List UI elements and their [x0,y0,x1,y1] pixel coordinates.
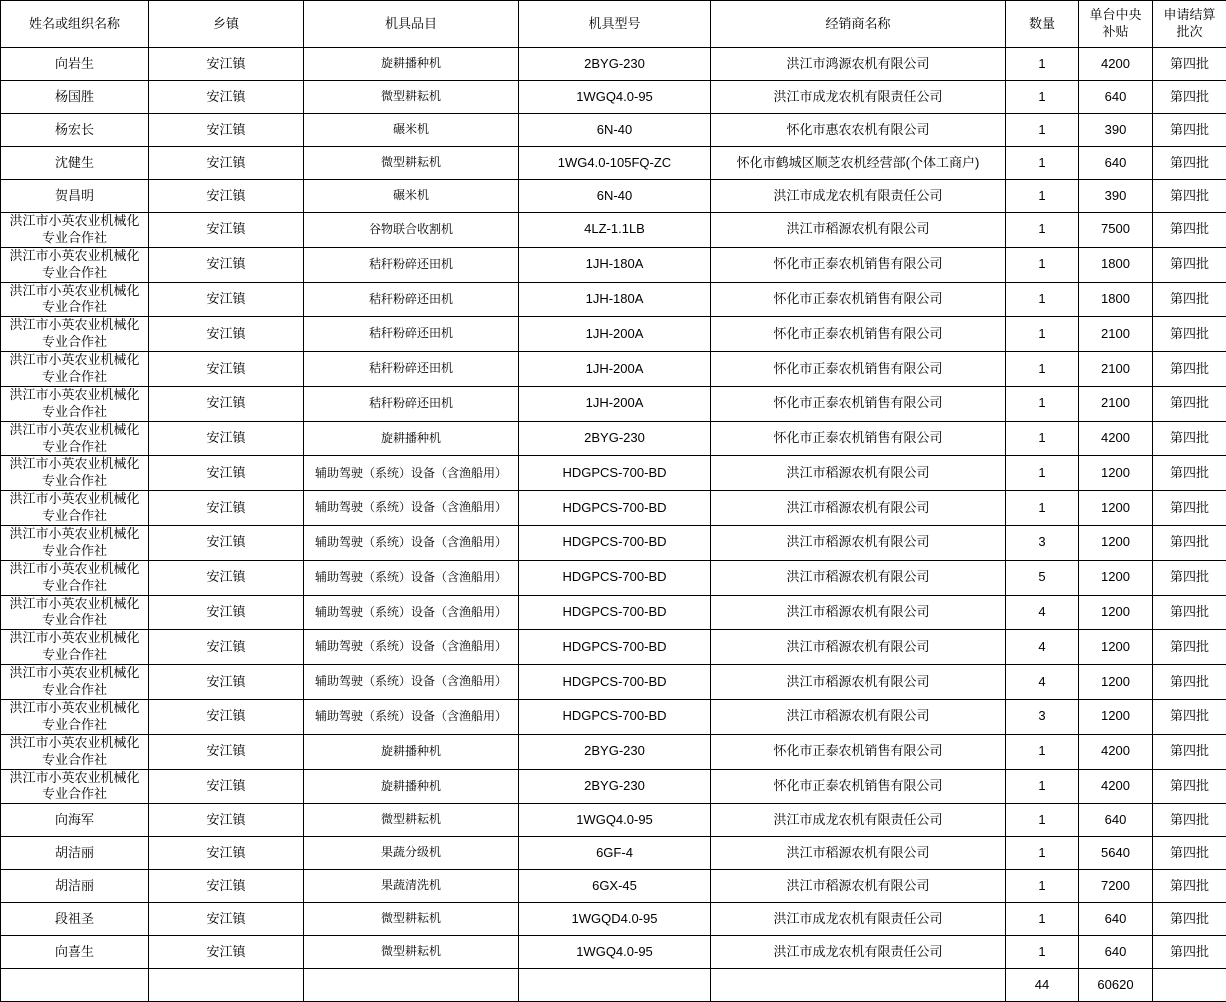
cell-item: 微型耕耘机 [304,903,519,936]
cell-model: 1JH-200A [519,386,711,421]
cell-model: HDGPCS-700-BD [519,526,711,561]
cell-item: 秸秆粉碎还田机 [304,282,519,317]
cell-name: 洪江市小英农业机械化专业合作社 [1,526,149,561]
cell-subsidy: 1200 [1079,526,1153,561]
cell-model: 6N-40 [519,114,711,147]
cell-name: 洪江市小英农业机械化专业合作社 [1,769,149,804]
cell-model: 6N-40 [519,180,711,213]
cell-township: 安江镇 [149,386,304,421]
cell-item: 果蔬分级机 [304,837,519,870]
cell-batch: 第四批 [1153,903,1226,936]
cell-subsidy: 640 [1079,903,1153,936]
cell-subsidy: 1200 [1079,699,1153,734]
cell-model: 1JH-200A [519,317,711,352]
cell-township: 安江镇 [149,903,304,936]
cell-item: 秸秆粉碎还田机 [304,247,519,282]
cell-subsidy: 640 [1079,936,1153,969]
table-row [1,595,1226,630]
cell-subsidy: 2100 [1079,386,1153,421]
cell-subsidy: 5640 [1079,837,1153,870]
cell-batch: 第四批 [1153,180,1226,213]
cell-quantity: 3 [1006,526,1079,561]
cell-dealer: 洪江市稻源农机有限公司 [711,665,1006,700]
cell-township: 安江镇 [149,936,304,969]
table-row [1,147,1226,180]
cell-name: 洪江市小英农业机械化专业合作社 [1,317,149,352]
cell-batch: 第四批 [1153,804,1226,837]
cell-name: 洪江市小英农业机械化专业合作社 [1,595,149,630]
cell-dealer: 怀化市正泰农机销售有限公司 [711,317,1006,352]
table-row [1,386,1226,421]
cell-township: 安江镇 [149,491,304,526]
cell-dealer: 洪江市稻源农机有限公司 [711,699,1006,734]
cell-subsidy: 1200 [1079,630,1153,665]
cell-township: 安江镇 [149,526,304,561]
cell-township: 安江镇 [149,804,304,837]
cell-model: HDGPCS-700-BD [519,560,711,595]
cell-township: 安江镇 [149,837,304,870]
cell-quantity: 1 [1006,282,1079,317]
cell-subsidy: 640 [1079,147,1153,180]
table-row [1,699,1226,734]
cell-township: 安江镇 [149,114,304,147]
cell-dealer: 怀化市正泰农机销售有限公司 [711,352,1006,387]
table-row [1,48,1226,81]
cell-township: 安江镇 [149,769,304,804]
cell-batch: 第四批 [1153,352,1226,387]
cell-dealer: 洪江市稻源农机有限公司 [711,526,1006,561]
cell-township: 安江镇 [149,595,304,630]
cell-township: 安江镇 [149,48,304,81]
cell-model: HDGPCS-700-BD [519,595,711,630]
cell-item: 辅助驾驶（系统）设备（含渔船用） [304,630,519,665]
cell-township: 安江镇 [149,456,304,491]
cell-item: 果蔬清洗机 [304,870,519,903]
cell-batch: 第四批 [1153,81,1226,114]
cell-model: 2BYG-230 [519,421,711,456]
cell-item: 辅助驾驶（系统）设备（含渔船用） [304,456,519,491]
cell-dealer: 洪江市稻源农机有限公司 [711,560,1006,595]
cell-subsidy: 1800 [1079,247,1153,282]
total-cell-quantity: 44 [1006,969,1079,1002]
cell-name: 向岩生 [1,48,149,81]
cell-model: 4LZ-1.1LB [519,213,711,248]
cell-model: 1JH-180A [519,282,711,317]
cell-quantity: 1 [1006,804,1079,837]
cell-dealer: 洪江市稻源农机有限公司 [711,213,1006,248]
cell-name: 洪江市小英农业机械化专业合作社 [1,247,149,282]
table-row [1,352,1226,387]
cell-quantity: 1 [1006,180,1079,213]
cell-township: 安江镇 [149,282,304,317]
cell-model: HDGPCS-700-BD [519,456,711,491]
cell-dealer: 怀化市正泰农机销售有限公司 [711,421,1006,456]
cell-name: 洪江市小英农业机械化专业合作社 [1,699,149,734]
cell-quantity: 1 [1006,734,1079,769]
cell-township: 安江镇 [149,147,304,180]
cell-batch: 第四批 [1153,282,1226,317]
cell-dealer: 怀化市正泰农机销售有限公司 [711,734,1006,769]
cell-name: 洪江市小英农业机械化专业合作社 [1,491,149,526]
cell-quantity: 1 [1006,81,1079,114]
cell-batch: 第四批 [1153,386,1226,421]
cell-quantity: 1 [1006,903,1079,936]
cell-quantity: 1 [1006,386,1079,421]
cell-batch: 第四批 [1153,630,1226,665]
cell-township: 安江镇 [149,317,304,352]
cell-name: 洪江市小英农业机械化专业合作社 [1,734,149,769]
cell-item: 微型耕耘机 [304,147,519,180]
cell-model: 1WGQ4.0-95 [519,936,711,969]
total-cell-name [1,969,149,1002]
total-cell-subsidy: 60620 [1079,969,1153,1002]
total-cell-dealer [711,969,1006,1002]
column-header-model: 机具型号 [519,1,711,48]
cell-quantity: 4 [1006,595,1079,630]
cell-name: 洪江市小英农业机械化专业合作社 [1,213,149,248]
table-row [1,213,1226,248]
total-cell-item [304,969,519,1002]
cell-item: 微型耕耘机 [304,81,519,114]
cell-township: 安江镇 [149,630,304,665]
cell-name: 洪江市小英农业机械化专业合作社 [1,560,149,595]
cell-dealer: 怀化市惠农农机有限公司 [711,114,1006,147]
cell-model: HDGPCS-700-BD [519,699,711,734]
cell-quantity: 1 [1006,352,1079,387]
cell-name: 洪江市小英农业机械化专业合作社 [1,665,149,700]
cell-name: 洪江市小英农业机械化专业合作社 [1,630,149,665]
cell-item: 辅助驾驶（系统）设备（含渔船用） [304,560,519,595]
table-row [1,491,1226,526]
table-row [1,114,1226,147]
total-cell-model [519,969,711,1002]
cell-batch: 第四批 [1153,665,1226,700]
cell-dealer: 洪江市成龙农机有限责任公司 [711,903,1006,936]
cell-model: 1JH-200A [519,352,711,387]
table-row [1,81,1226,114]
table-row [1,936,1226,969]
cell-item: 微型耕耘机 [304,804,519,837]
cell-item: 旋耕播种机 [304,769,519,804]
cell-quantity: 1 [1006,870,1079,903]
cell-subsidy: 4200 [1079,48,1153,81]
cell-quantity: 1 [1006,147,1079,180]
cell-batch: 第四批 [1153,114,1226,147]
cell-model: HDGPCS-700-BD [519,665,711,700]
cell-batch: 第四批 [1153,837,1226,870]
total-row [1,969,1226,1002]
cell-batch: 第四批 [1153,734,1226,769]
cell-township: 安江镇 [149,180,304,213]
cell-subsidy: 7500 [1079,213,1153,248]
cell-item: 辅助驾驶（系统）设备（含渔船用） [304,526,519,561]
cell-name: 洪江市小英农业机械化专业合作社 [1,352,149,387]
cell-subsidy: 1200 [1079,560,1153,595]
table-row [1,560,1226,595]
cell-quantity: 5 [1006,560,1079,595]
table-row [1,421,1226,456]
cell-dealer: 洪江市成龙农机有限责任公司 [711,180,1006,213]
cell-dealer: 洪江市稻源农机有限公司 [711,870,1006,903]
cell-quantity: 1 [1006,837,1079,870]
cell-item: 秸秆粉碎还田机 [304,386,519,421]
cell-township: 安江镇 [149,247,304,282]
cell-name: 向海军 [1,804,149,837]
cell-item: 秸秆粉碎还田机 [304,317,519,352]
cell-dealer: 洪江市成龙农机有限责任公司 [711,936,1006,969]
cell-model: 6GF-4 [519,837,711,870]
cell-quantity: 1 [1006,456,1079,491]
cell-township: 安江镇 [149,352,304,387]
table-row [1,769,1226,804]
table-row [1,317,1226,352]
cell-model: 1WG4.0-105FQ-ZC [519,147,711,180]
cell-model: 2BYG-230 [519,48,711,81]
cell-name: 洪江市小英农业机械化专业合作社 [1,282,149,317]
cell-model: 2BYG-230 [519,769,711,804]
cell-name: 洪江市小英农业机械化专业合作社 [1,386,149,421]
cell-township: 安江镇 [149,665,304,700]
column-header-subsidy: 单台中央补贴 [1079,1,1153,48]
cell-township: 安江镇 [149,734,304,769]
table-row [1,837,1226,870]
cell-batch: 第四批 [1153,456,1226,491]
cell-subsidy: 2100 [1079,317,1153,352]
table-row [1,456,1226,491]
cell-dealer: 洪江市稻源农机有限公司 [711,491,1006,526]
cell-subsidy: 1200 [1079,595,1153,630]
cell-dealer: 洪江市稻源农机有限公司 [711,837,1006,870]
cell-item: 微型耕耘机 [304,936,519,969]
cell-quantity: 1 [1006,247,1079,282]
cell-quantity: 1 [1006,114,1079,147]
cell-dealer: 洪江市成龙农机有限责任公司 [711,81,1006,114]
cell-name: 杨国胜 [1,81,149,114]
total-cell-township [149,969,304,1002]
cell-batch: 第四批 [1153,769,1226,804]
column-header-dealer: 经销商名称 [711,1,1006,48]
cell-quantity: 1 [1006,48,1079,81]
cell-quantity: 1 [1006,769,1079,804]
table-row [1,734,1226,769]
cell-dealer: 洪江市成龙农机有限责任公司 [711,804,1006,837]
cell-item: 辅助驾驶（系统）设备（含渔船用） [304,665,519,700]
cell-quantity: 1 [1006,317,1079,352]
cell-batch: 第四批 [1153,147,1226,180]
cell-name: 洪江市小英农业机械化专业合作社 [1,456,149,491]
cell-subsidy: 4200 [1079,734,1153,769]
cell-item: 辅助驾驶（系统）设备（含渔船用） [304,595,519,630]
cell-name: 杨宏长 [1,114,149,147]
cell-item: 谷物联合收割机 [304,213,519,248]
cell-dealer: 怀化市鹤城区顺芝农机经营部(个体工商户) [711,147,1006,180]
cell-batch: 第四批 [1153,870,1226,903]
cell-name: 贺昌明 [1,180,149,213]
cell-subsidy: 4200 [1079,421,1153,456]
cell-township: 安江镇 [149,421,304,456]
cell-batch: 第四批 [1153,213,1226,248]
table-row [1,804,1226,837]
cell-dealer: 怀化市正泰农机销售有限公司 [711,386,1006,421]
cell-dealer: 洪江市鸿源农机有限公司 [711,48,1006,81]
cell-item: 秸秆粉碎还田机 [304,352,519,387]
cell-quantity: 4 [1006,630,1079,665]
cell-subsidy: 1200 [1079,456,1153,491]
cell-quantity: 1 [1006,491,1079,526]
cell-subsidy: 7200 [1079,870,1153,903]
header-row [1,1,1226,48]
cell-batch: 第四批 [1153,560,1226,595]
cell-batch: 第四批 [1153,247,1226,282]
cell-township: 安江镇 [149,81,304,114]
cell-item: 辅助驾驶（系统）设备（含渔船用） [304,491,519,526]
cell-dealer: 洪江市稻源农机有限公司 [711,595,1006,630]
cell-batch: 第四批 [1153,317,1226,352]
cell-subsidy: 4200 [1079,769,1153,804]
cell-subsidy: 1800 [1079,282,1153,317]
cell-model: HDGPCS-700-BD [519,491,711,526]
cell-batch: 第四批 [1153,491,1226,526]
cell-model: 1JH-180A [519,247,711,282]
cell-quantity: 1 [1006,213,1079,248]
cell-quantity: 1 [1006,421,1079,456]
cell-name: 胡洁丽 [1,870,149,903]
cell-dealer: 怀化市正泰农机销售有限公司 [711,769,1006,804]
cell-batch: 第四批 [1153,421,1226,456]
cell-quantity: 4 [1006,665,1079,700]
cell-subsidy: 390 [1079,114,1153,147]
cell-township: 安江镇 [149,870,304,903]
cell-subsidy: 640 [1079,804,1153,837]
cell-item: 旋耕播种机 [304,421,519,456]
cell-batch: 第四批 [1153,699,1226,734]
cell-name: 沈健生 [1,147,149,180]
cell-subsidy: 2100 [1079,352,1153,387]
cell-item: 辅助驾驶（系统）设备（含渔船用） [304,699,519,734]
cell-township: 安江镇 [149,560,304,595]
table-row [1,870,1226,903]
cell-quantity: 1 [1006,936,1079,969]
table-row [1,282,1226,317]
table-row [1,247,1226,282]
cell-subsidy: 390 [1079,180,1153,213]
column-header-name: 姓名或组织名称 [1,1,149,48]
cell-subsidy: 640 [1079,81,1153,114]
cell-township: 安江镇 [149,699,304,734]
cell-model: 1WGQ4.0-95 [519,804,711,837]
cell-dealer: 怀化市正泰农机销售有限公司 [711,247,1006,282]
cell-batch: 第四批 [1153,48,1226,81]
column-header-quantity: 数量 [1006,1,1079,48]
cell-name: 段祖圣 [1,903,149,936]
cell-model: HDGPCS-700-BD [519,630,711,665]
cell-subsidy: 1200 [1079,665,1153,700]
cell-name: 胡洁丽 [1,837,149,870]
cell-quantity: 3 [1006,699,1079,734]
cell-township: 安江镇 [149,213,304,248]
table-row [1,526,1226,561]
cell-model: 1WGQD4.0-95 [519,903,711,936]
table-row [1,180,1226,213]
cell-batch: 第四批 [1153,526,1226,561]
cell-model: 2BYG-230 [519,734,711,769]
cell-model: 6GX-45 [519,870,711,903]
column-header-item: 机具品目 [304,1,519,48]
column-header-township: 乡镇 [149,1,304,48]
cell-item: 旋耕播种机 [304,48,519,81]
total-cell-batch [1153,969,1226,1002]
cell-batch: 第四批 [1153,595,1226,630]
cell-subsidy: 1200 [1079,491,1153,526]
cell-name: 向喜生 [1,936,149,969]
table-row [1,630,1226,665]
cell-item: 碾米机 [304,180,519,213]
column-header-batch: 申请结算批次 [1153,1,1226,48]
cell-dealer: 怀化市正泰农机销售有限公司 [711,282,1006,317]
cell-item: 旋耕播种机 [304,734,519,769]
cell-item: 碾米机 [304,114,519,147]
cell-name: 洪江市小英农业机械化专业合作社 [1,421,149,456]
cell-batch: 第四批 [1153,936,1226,969]
cell-model: 1WGQ4.0-95 [519,81,711,114]
cell-dealer: 洪江市稻源农机有限公司 [711,630,1006,665]
table-row [1,665,1226,700]
cell-dealer: 洪江市稻源农机有限公司 [711,456,1006,491]
table-row [1,903,1226,936]
